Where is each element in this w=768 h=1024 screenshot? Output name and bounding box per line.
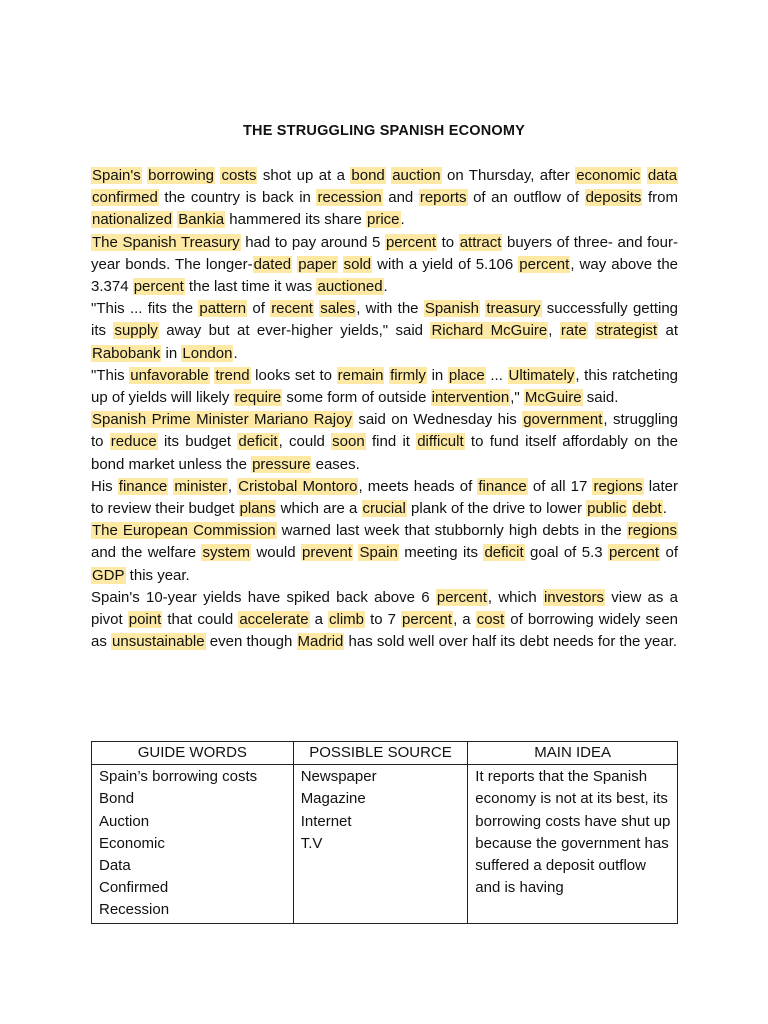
text-run: ... xyxy=(485,366,508,384)
highlighted-term: public xyxy=(587,500,627,518)
highlighted-term: supply xyxy=(114,322,158,340)
text-run: that could xyxy=(162,611,239,629)
highlighted-term: Cristobal Montoro xyxy=(238,477,358,495)
text-run: of borrowing widely seen as xyxy=(91,611,679,651)
highlighted-term: recession xyxy=(317,189,382,207)
text-run: successfully getting its xyxy=(91,300,679,340)
highlighted-term: minister xyxy=(174,477,227,495)
highlighted-term: unsustainable xyxy=(112,633,205,651)
guide-word: Recession xyxy=(99,901,170,919)
highlighted-term: system xyxy=(202,544,250,562)
highlighted-term: price xyxy=(367,211,400,229)
highlighted-term: finance xyxy=(118,477,168,495)
highlighted-term: firmly xyxy=(390,366,426,384)
text-run: , which xyxy=(487,588,543,606)
highlighted-term: economic xyxy=(576,167,641,184)
guide-word: Confirmed xyxy=(99,879,169,897)
highlighted-term: GDP xyxy=(92,566,125,584)
text-run: would xyxy=(250,544,301,562)
highlighted-term: place xyxy=(448,366,485,384)
text-run: which are a xyxy=(276,500,362,518)
source-item: Internet xyxy=(300,812,352,830)
highlighted-term: deficit xyxy=(484,544,524,562)
highlighted-term: intervention xyxy=(431,389,510,407)
highlighted-term: sold xyxy=(343,255,372,273)
highlighted-term: Spanish xyxy=(424,300,480,318)
text-run: "This xyxy=(91,366,130,384)
highlighted-term: percent xyxy=(519,255,570,273)
source-item: Magazine xyxy=(300,790,366,808)
text-run: . xyxy=(400,211,405,229)
highlighted-term: difficult xyxy=(417,433,464,451)
text-run: this year. xyxy=(125,566,190,584)
paragraph-7 xyxy=(91,520,678,587)
highlighted-term: prevent xyxy=(302,544,353,562)
highlighted-term: finance xyxy=(478,477,527,495)
highlighted-term: percent xyxy=(133,278,184,296)
possible-source-cell xyxy=(293,765,468,923)
highlighted-term: Spanish Prime Minister Mariano Rajoy xyxy=(92,411,352,429)
guide-word: Economic xyxy=(99,834,165,852)
text-run: the country is back in xyxy=(158,189,317,207)
text-run: find it xyxy=(365,433,417,451)
highlighted-term: point xyxy=(128,611,162,629)
text-run: with a yield of 5.106 xyxy=(372,255,519,273)
text-run: of an outflow of xyxy=(467,189,585,207)
highlighted-term: McGuire xyxy=(524,389,582,407)
highlighted-term: debt xyxy=(632,500,662,518)
highlighted-term: London xyxy=(182,344,233,362)
text-run: , struggling to xyxy=(91,411,678,451)
highlighted-term: sales xyxy=(320,300,356,318)
text-run: , with the xyxy=(356,300,424,318)
highlighted-term: deposits xyxy=(585,189,642,207)
highlighted-term: regions xyxy=(593,477,643,495)
highlighted-term: deficit xyxy=(238,433,278,451)
paragraph-5 xyxy=(91,409,678,476)
highlighted-term: data xyxy=(647,167,678,184)
guide-word: Spain’s borrowing costs xyxy=(99,768,258,786)
text-run: to xyxy=(437,233,459,251)
text-run: ," xyxy=(510,389,524,407)
highlighted-term: pattern xyxy=(199,300,247,318)
text-run: of all 17 xyxy=(527,477,593,495)
text-run: to 7 xyxy=(365,611,402,629)
text-run: . xyxy=(383,278,388,296)
text-run: in xyxy=(426,366,448,384)
text-run: . xyxy=(233,344,238,362)
paragraph-6 xyxy=(91,476,678,520)
highlighted-term: percent xyxy=(402,611,453,629)
highlighted-term: percent xyxy=(609,544,660,562)
paragraph-3 xyxy=(91,298,678,365)
text-run: looks set to xyxy=(250,366,337,384)
guide-word: Bond xyxy=(99,790,135,808)
highlighted-term: unfavorable xyxy=(130,366,209,384)
text-run: His xyxy=(91,477,118,495)
highlighted-term: The Spanish Treasury xyxy=(92,233,240,251)
highlighted-term: plans xyxy=(239,500,276,518)
source-item: T.V xyxy=(300,834,323,852)
text-run: the last time it was xyxy=(184,278,317,296)
header-guide-words: GUIDE WORDS xyxy=(92,742,294,765)
text-run: shot up at a xyxy=(257,167,351,184)
text-run: view as a pivot xyxy=(91,588,678,629)
paragraph-1 xyxy=(91,165,678,232)
text-run: and the welfare xyxy=(91,544,202,562)
text-run: "This ... fits the xyxy=(91,300,199,318)
highlighted-term: percent xyxy=(385,233,437,251)
highlighted-term: soon xyxy=(332,433,365,451)
text-run: away but at ever-higher yields," said xyxy=(158,322,431,340)
guide-table xyxy=(91,741,678,924)
text-run: and xyxy=(382,189,419,207)
table-header-row xyxy=(92,742,678,765)
text-run: of xyxy=(247,300,271,318)
text-run xyxy=(627,500,631,517)
highlighted-term: reports xyxy=(419,189,467,207)
highlighted-term: percent xyxy=(436,588,487,606)
table-row xyxy=(92,765,678,923)
highlighted-term: borrowing xyxy=(148,167,215,184)
text-run: , xyxy=(548,322,560,340)
paragraph-8 xyxy=(91,587,678,654)
text-run: , xyxy=(227,477,238,495)
text-run: said on Wednesday his xyxy=(352,411,523,429)
highlighted-term: cost xyxy=(476,611,505,629)
text-run: in xyxy=(161,344,182,362)
guide-words-cell xyxy=(92,765,294,923)
text-run: eases. xyxy=(311,455,360,473)
highlighted-term: attract xyxy=(459,233,502,251)
text-run: to fund itself affordably on the bond market unless the xyxy=(91,433,678,473)
highlighted-term: strategist xyxy=(596,322,658,340)
highlighted-term: investors xyxy=(543,588,604,606)
highlighted-term: Richard McGuire xyxy=(431,322,548,340)
highlighted-term: trend xyxy=(215,366,250,384)
document-title: THE STRUGGLING SPANISH ECONOMY xyxy=(242,123,526,139)
paragraph-4 xyxy=(91,365,678,409)
highlighted-term: auctioned xyxy=(317,278,383,296)
highlighted-term: costs xyxy=(221,167,257,184)
highlighted-term: Bankia xyxy=(178,211,225,229)
highlighted-term: auction xyxy=(392,167,441,184)
text-run: even though xyxy=(205,633,297,651)
text-run: , could xyxy=(278,433,332,451)
highlighted-term: Rabobank xyxy=(92,344,161,362)
text-run: at xyxy=(658,322,678,340)
text-run: on Thursday, after xyxy=(441,167,576,184)
highlighted-term: Madrid xyxy=(297,633,344,651)
highlighted-term: The European Commission xyxy=(92,522,276,540)
highlighted-term: confirmed xyxy=(92,189,158,207)
highlighted-term: recent xyxy=(271,300,313,318)
text-run: buyers of three- and four-year bonds. The longer- xyxy=(91,233,678,273)
header-possible-source: POSSIBLE SOURCE xyxy=(293,742,468,765)
text-run: , way above the 3.374 xyxy=(91,255,678,296)
header-main-idea: MAIN IDEA xyxy=(468,742,678,765)
article-body xyxy=(91,165,678,653)
highlighted-term: Ultimately xyxy=(508,366,575,384)
highlighted-term: regions xyxy=(627,522,677,540)
highlighted-term: crucial xyxy=(362,500,406,518)
highlighted-term: require xyxy=(234,389,282,407)
text-run: Spain's 10-year yields have spiked back above 6 xyxy=(91,588,436,606)
highlighted-term: climb xyxy=(329,611,365,629)
text-run xyxy=(338,256,343,273)
source-item: Newspaper xyxy=(300,768,377,786)
text-run: had to pay around 5 xyxy=(240,233,385,251)
main-idea-text: It reports that the Spanish economy is not at its best, its borrowing costs have shut up because the government has suffered a deposit outflow and is having xyxy=(475,768,671,897)
highlighted-term: paper xyxy=(298,255,337,273)
paragraph-2 xyxy=(91,232,678,299)
text-run: , a xyxy=(453,611,476,629)
text-run: , this ratcheting up of yields will likely xyxy=(91,366,679,407)
highlighted-term: treasury xyxy=(486,300,541,318)
text-run: goal of 5.3 xyxy=(524,544,609,562)
text-run: from xyxy=(642,189,678,207)
main-idea-cell xyxy=(468,765,678,923)
highlighted-term: reduce xyxy=(110,433,157,451)
text-run: some form of outside xyxy=(282,389,431,407)
text-run: has sold well over half its debt needs for the year. xyxy=(344,633,678,651)
highlighted-term: government xyxy=(523,411,603,429)
text-run: a xyxy=(309,611,328,629)
text-run: hammered its share xyxy=(225,211,366,229)
text-run: warned last week that stubbornly high debts in the xyxy=(276,522,627,540)
highlighted-term: nationalized xyxy=(92,211,173,229)
text-run: . xyxy=(662,500,667,518)
highlighted-term: bond xyxy=(351,167,385,184)
text-run: its budget xyxy=(157,433,238,451)
highlighted-term: Spain xyxy=(359,544,398,562)
text-run: meeting its xyxy=(398,544,484,562)
highlighted-term: rate xyxy=(560,322,587,340)
text-run: , meets heads of xyxy=(358,477,478,495)
text-run: plank of the drive to lower xyxy=(406,500,587,518)
highlighted-term: dated xyxy=(253,255,292,273)
text-run: later to review their budget xyxy=(91,477,678,518)
text-run: said. xyxy=(582,389,619,407)
highlighted-term: pressure xyxy=(252,455,311,473)
text-run: of xyxy=(660,544,678,562)
highlighted-term: accelerate xyxy=(239,611,309,629)
highlighted-term: Spain's xyxy=(92,167,141,184)
highlighted-term: remain xyxy=(337,366,384,384)
guide-word: Auction xyxy=(99,812,150,830)
guide-word: Data xyxy=(99,857,131,875)
